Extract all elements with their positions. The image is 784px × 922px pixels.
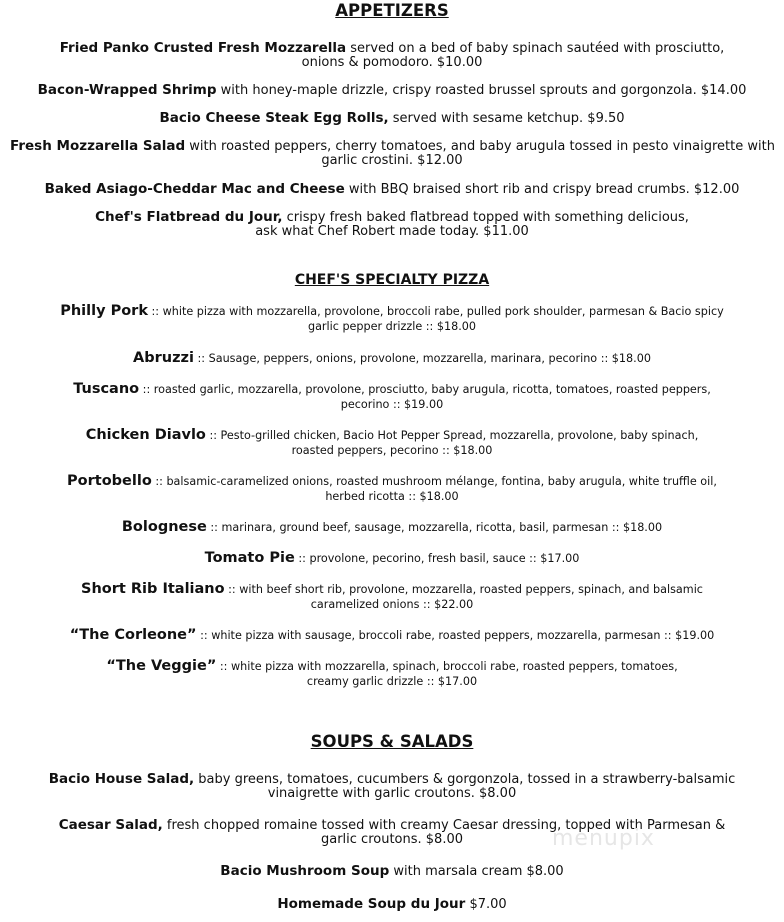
item-name: Bolognese bbox=[121, 519, 207, 535]
item-description: with BBQ braised short rib and crispy bread crumbs. $12.00 bbox=[344, 182, 740, 197]
pizza-heading: CHEF'S SPECIALTY PIZZA bbox=[294, 272, 490, 288]
item-description: :: with beef short rib, provolone, mozzarella, roasted peppers, spinach, and balsamic bbox=[224, 583, 703, 596]
item-description-cont: pecorino :: $19.00 bbox=[340, 398, 444, 411]
appetizer-item bbox=[20, 81, 764, 98]
item-name: Tuscano bbox=[73, 381, 140, 397]
item-description: served with sesame ketchup. $9.50 bbox=[388, 111, 625, 126]
item-name: Homemade Soup du Jour bbox=[277, 896, 466, 912]
item-name: Chef's Flatbread du Jour, bbox=[95, 209, 283, 225]
item-description-cont: garlic croutons. $8.00 bbox=[320, 832, 463, 847]
item-description-cont: roasted peppers, pecorino :: $18.00 bbox=[291, 444, 493, 457]
item-description: with marsala cream $8.00 bbox=[389, 864, 564, 879]
pizza-item bbox=[20, 472, 764, 504]
item-name: Baked Asiago-Cheddar Mac and Cheese bbox=[44, 181, 345, 197]
item-name: “The Veggie” bbox=[106, 658, 217, 674]
appetizer-item bbox=[40, 39, 744, 70]
item-description-cont: onions & pomodoro. $10.00 bbox=[301, 55, 483, 70]
pizza-item bbox=[20, 549, 764, 567]
soup-salad-item bbox=[20, 770, 764, 801]
menupix-watermark: menupix bbox=[552, 826, 655, 851]
item-description: fresh chopped romaine tossed with creamy Caesar dressing, topped with Parmesan & bbox=[162, 818, 726, 833]
item-name: Bacio Cheese Steak Egg Rolls, bbox=[159, 110, 389, 126]
item-description: :: white pizza with sausage, broccoli rabe, roasted peppers, mozzarella, parmesan :: $19.00 bbox=[196, 629, 715, 642]
item-description: :: marinara, ground beef, sausage, mozzarella, ricotta, basil, parmesan :: $18.00 bbox=[206, 521, 663, 534]
item-name: Bacio Mushroom Soup bbox=[220, 863, 390, 879]
appetizer-item bbox=[10, 137, 774, 168]
pizza-item bbox=[20, 426, 764, 458]
item-description: :: provolone, pecorino, fresh basil, sauce :: $17.00 bbox=[294, 552, 580, 565]
item-description-cont: vinaigrette with garlic croutons. $8.00 bbox=[267, 786, 517, 801]
item-description: :: balsamic-caramelized onions, roasted mushroom mélange, fontina, baby arugula, white truffle oil, bbox=[151, 475, 717, 488]
item-description-cont: garlic crostini. $12.00 bbox=[321, 153, 463, 168]
item-description: with honey-maple drizzle, crispy roasted brussel sprouts and gorgonzola. $14.00 bbox=[216, 83, 747, 98]
item-description-cont: creamy garlic drizzle :: $17.00 bbox=[306, 675, 478, 688]
pizza-item bbox=[20, 657, 764, 689]
item-description: :: white pizza with mozzarella, spinach, broccoli rabe, roasted peppers, tomatoes, bbox=[216, 660, 678, 673]
appetizer-item bbox=[40, 208, 744, 239]
item-description: $7.00 bbox=[465, 897, 507, 912]
item-name: Chicken Diavlo bbox=[85, 427, 206, 443]
item-name: Fried Panko Crusted Fresh Mozzarella bbox=[59, 40, 347, 56]
item-name: Bacio House Salad, bbox=[48, 771, 195, 787]
appetizers-heading: APPETIZERS bbox=[335, 1, 449, 20]
item-description: baby greens, tomatoes, cucumbers & gorgonzola, tossed in a strawberry-balsamic bbox=[194, 772, 736, 787]
pizza-item bbox=[20, 580, 764, 612]
item-description-cont: ask what Chef Robert made today. $11.00 bbox=[255, 224, 529, 239]
item-name: “The Corleone” bbox=[69, 627, 197, 643]
pizza-item bbox=[20, 302, 764, 334]
item-description: with roasted peppers, cherry tomatoes, and baby arugula tossed in pesto vinaigrette with bbox=[185, 139, 775, 154]
pizza-item bbox=[20, 380, 764, 412]
pizza-item bbox=[20, 349, 764, 367]
item-name: Portobello bbox=[67, 473, 152, 489]
item-name: Philly Pork bbox=[60, 303, 148, 319]
item-description: :: white pizza with mozzarella, provolone, broccoli rabe, pulled pork shoulder, parmesan & Bacio spicy bbox=[147, 305, 724, 318]
item-description: served on a bed of baby spinach sautéed with prosciutto, bbox=[346, 41, 725, 56]
item-description-cont: caramelized onions :: $22.00 bbox=[310, 598, 474, 611]
appetizer-item bbox=[20, 180, 764, 197]
soup-salad-item bbox=[20, 862, 764, 879]
item-name: Short Rib Italiano bbox=[81, 581, 225, 597]
soup-salad-item bbox=[20, 895, 764, 912]
item-description: crispy fresh baked flatbread topped with something delicious, bbox=[282, 210, 689, 225]
pizza-item bbox=[20, 626, 764, 644]
item-description-cont: herbed ricotta :: $18.00 bbox=[325, 490, 459, 503]
item-description: :: Sausage, peppers, onions, provolone, mozzarella, marinara, pecorino :: $18.00 bbox=[193, 352, 651, 365]
appetizer-item bbox=[40, 109, 744, 126]
pizza-item bbox=[20, 518, 764, 536]
item-description-cont: garlic pepper drizzle :: $18.00 bbox=[307, 320, 477, 333]
item-name: Caesar Salad, bbox=[58, 817, 163, 833]
item-name: Tomato Pie bbox=[204, 550, 295, 566]
item-name: Bacon-Wrapped Shrimp bbox=[37, 82, 217, 98]
item-description: :: roasted garlic, mozzarella, provolone, prosciutto, baby arugula, ricotta, tomatoes, roasted peppers, bbox=[139, 383, 711, 396]
item-name: Abruzzi bbox=[133, 350, 194, 366]
item-description: :: Pesto-grilled chicken, Bacio Hot Pepper Spread, mozzarella, provolone, baby spinach, bbox=[205, 429, 699, 442]
soups-salads-heading: SOUPS & SALADS bbox=[310, 732, 474, 751]
item-name: Fresh Mozzarella Salad bbox=[10, 138, 186, 154]
